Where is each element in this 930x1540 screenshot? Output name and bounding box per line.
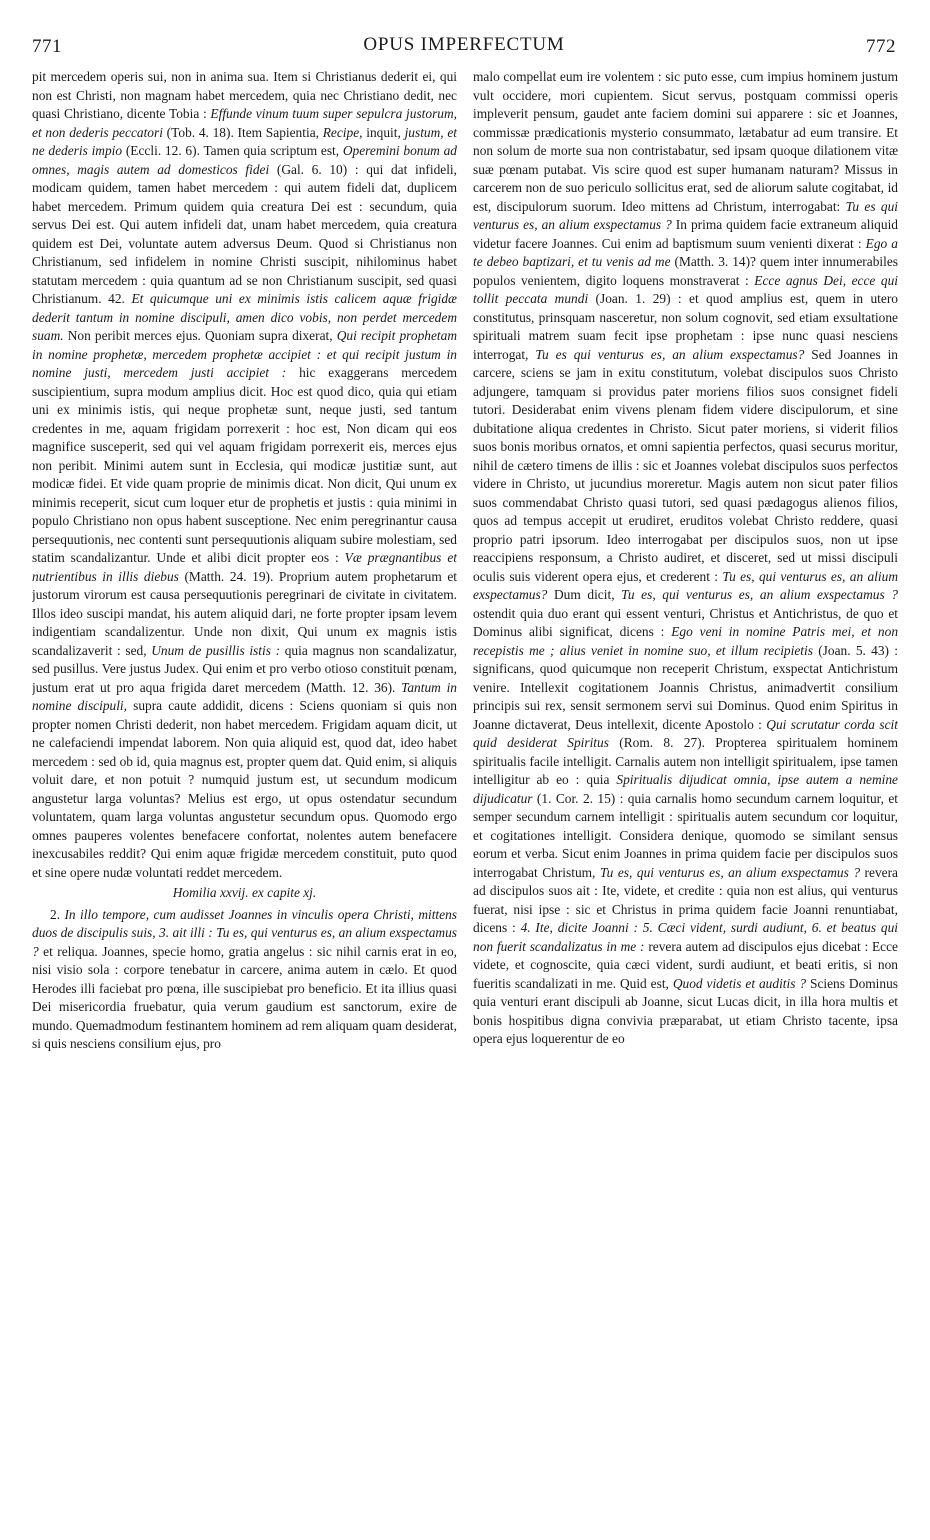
body-text: revera autem ad discipulos ejus dicebat : Ecce videte, et cognoscite, quia cæci vident, surdi audiunt, et beati eritis, si non fueritis scandalizati in me. Quid est, [473, 938, 898, 991]
scripture-quote: Recipe, [322, 124, 363, 140]
left-paragraph-1 [32, 68, 457, 882]
scripture-quote: justum, et ne dederis impio [32, 124, 457, 158]
body-text: (Joan. 1. 29) : et quod amplius est, quem in utero constitutus, prinsquam nasceretur, non solum cognovit, sed etiam exsultatione spirituali matrem suam fecit ipse prophetam : ipse nunc quasi nesciens interrogat, [473, 291, 898, 362]
body-text: et reliqua. Joannes, specie homo, gratia angelus : sic nihil carnis erat in eo, nisi visio sola : corpore tenebatur in carcere, anima autem in cælo. Et quod Herodes illi faciebat pro pœna, ille suscipiebat pro beneficio. Et ita illius quasi Dei misericordia fruebatur, quia verum gaudium est sanctorum, exire de mundo. Quemadmodum festinantem hominem ad rem aliquam quam desiderat, si quis nesciens consilium ejus, pro [32, 943, 457, 1051]
running-title: OPUS IMPERFECTUM [363, 34, 565, 55]
scripture-quote: Effunde vinum tuum super sepulcra justorum, et non dederis peccatori [32, 106, 457, 140]
scripture-quote: Qui recipit prophetam in nomine prophetæ, mercedem prophetæ accipiet : et qui recipit justum in nomine justi, mercedem justi accipiet : [32, 328, 457, 380]
right-column-number: 772 [866, 36, 896, 57]
body-text: Non peribit merces ejus. Quoniam supra dixerat, [63, 328, 337, 343]
body-text: In prima quidem facie extraneum aliquid videtur facere Joannes. Cui enim ad baptismum suum venienti dixerat : [473, 217, 898, 251]
left-column-number: 771 [32, 36, 62, 57]
body-text: ostendit quia duo erant qui essent venturi, Christus et Antichristus, de quo et Dominus alibi significat, dicens : [473, 605, 898, 639]
scripture-quote: Et quicumque uni ex minimis istis calicem aquæ frigidæ dederit tantum in nomine discipuli, amen dico vobis, non perdet mercedem suam. [32, 291, 457, 343]
scripture-quote: Tu es, qui venturus es, an alium exspectamus ? [599, 864, 861, 880]
body-text: (Gal. 6. 10) : qui dat infideli, modicam quidem, tamen habet mercedem : qui autem fideli dat, duplicem habet mercedem. Primum quidem quia creatura Dei est : secundum, quia servus Dei est. Qui autem infideli dat, unam habet mercedem, quia creatura quidem est Dei, voluntate autem adversus Deum. Quod si Christianus non Christianum, sed infidelem in nomine Christi suscipit, nihilominus habet statutam mercedem : quia quantum ad se non Christianum suscipit, sed quasi Christianum. 42. [32, 161, 457, 306]
body-text: Dum dicit, [547, 587, 622, 602]
body-text: supra caute addidit, dicens : Sciens quoniam si quis non propter nomen Christi dederit, non habet mercedem. Frigidam aquam dicit, ut ne calefaciendi impendat laborem. Non quia aliquid est, quod dat, ideo habet mercedem : sed ob id, quia magnus est, propter quem dat. Quid enim, si aliquis voluit dare, et non potuit ? numquid justum est, ut secundum modicum angustetur larga voluntas? Melius est ergo, ut opus ostendatur secundum voluntatem, quam larga voluntas angustetur secundum opus. Quomodo ergo omnes pauperes volentes benefacere confortat, nolentes autem benefacere inexcusabiles reddit? Qui enim aquæ frigidæ mercedem constituit, puto quod et sine opere nudæ voluntati reddet mercedem. [32, 698, 457, 880]
scripture-quote: In illo tempore, cum audisset Joannes in vinculis opera Christi, mittens duos de discipulis suis, 3. ait illi : Tu es, qui venturus es, an alium exspectamus ? [32, 906, 457, 959]
scripture-quote: Quod videtis et auditis ? [672, 975, 807, 991]
scripture-quote: Ecce agnus Dei, ecce qui tollit peccata mundi [473, 272, 898, 306]
body-text: (Rom. 8. 27). Propterea spiritualem hominem spiritualis facile intelligit. Carnalis autem non intelligit spiritualem, ipse tamen intelligitur ab eo : quia [473, 735, 898, 787]
homily-heading: Homilia xxvij. ex capite xj. [172, 885, 317, 900]
right-text-column [473, 68, 898, 1488]
left-text-column [32, 68, 457, 1488]
right-paragraph-1 [473, 68, 898, 1049]
scripture-quote: Tu es qui venturus es, an alium exspectamus ? [473, 198, 898, 232]
scripture-quote: Ego a te debeo baptizari, et tu venis ad me [473, 235, 898, 269]
scripture-quote: Væ prægnantibus et nutrientibus in illis diebus [32, 550, 457, 584]
body-text: (Tob. 4. 18). Item Sapientia, [162, 124, 323, 140]
body-text: quia magnus non scandalizatur, sed pusillus. Vere justus Judex. Qui enim et pro verbo otioso constituit pœnam, justum erat ut pro aqua frigida daret mercedem (Matth. 12. 36). [32, 642, 457, 695]
left-paragraph-2 [32, 906, 457, 1054]
page-header [32, 36, 896, 62]
body-text: malo compellat eum ire volentem : sic puto esse, cum impius hominem justum vult occidere, mori cupientem. Sicut servus, postquam commissi operis impleverit pensum, gaudet ante faciem domini sui apparere : sic et Joannes, commissæ prædicationis mysterio consummato, lætabatur ad eum transire. Et non solum de morte sua non contristabatur, sed ipsam quoque dilationem vitæ suæ pœnam putabat. Vis scire quod est super humanam naturam? Missus in carcerem non de suo periculo sollicitus erat, sed de aliorum salute cogitabat, id est, discipulorum suorum. Ideo mittens ad Christum, interrogabat: [473, 69, 898, 214]
body-text: (Matth. 24. 19). Proprium autem prophetarum et justorum virorum est causa persequutionis peregrinari de civitate in civitatem. Illos ideo suscipi mandat, his autem aliquid dari, ne forte propter ipsam levem indigentiam scandalizentur. Unde non dixit, Qui unum ex magnis istis scandalizaverit : sed, [32, 568, 457, 658]
scripture-quote: Ego veni in nomine Patris mei, et non recepistis me ; alius veniet in nomine suo, et illum recipietis [473, 624, 898, 658]
scripture-quote: Tu es, qui venturus es, an alium exspectamus ? [621, 587, 898, 602]
scripture-quote: Operemini bonum ad omnes, magis autem ad domesticos fidei [32, 143, 457, 177]
scripture-quote: Tu es qui venturus es, an alium exspectamus? [535, 346, 805, 362]
scripture-quote: Qui scrutatur corda scit quid desiderat Spiritus [473, 716, 898, 750]
scripture-quote: Spiritualis dijudicat omnia, ipse autem a nemine dijudicatur [473, 772, 898, 806]
body-text: Sed Joannes in carcere, sciens se jam in exitu constitutum, volebat discipulos suos Christo adjungere, tamquam si providus pater moriens filios suos consignet fideli tutori. Desiderabat enim vivens plenam fidem videre discipulorum, et sine dubitatione aliqua credentes in Christo. Sicut pater moriens, si viderit filios suos bonis moribus ornatos, et omni sapientia perfectos, quasi securus moritur, nihil de cætero timens de illis : sic et Joannes volebat discipulos suos perfectos videre in Christo, ut jucundius moreretur. Magis autem non sicut pater filios suos commendabat Christo quasi tutori, sed quasi pædagogus alienos filios, quos ad tempus accepit ut erudiret, eruditos volebat Christo reddere, quasi proprio patri ipsorum. Ideo interrogabat per discipulos suos, non ut ipse reaccipiens responsum, a Christo audiret, et disceret, sed ut missi discipuli oculis suis viderent opera ejus, et crederent : [473, 346, 898, 584]
body-text: Sciens Dominus quia venturi erant discipuli ab Joanne, sicut Lucas dicit, in illa hora multis et bonis hospitibus digna convivia præparabat, ut etiam Christo tacente, ipsa opera ejus loquerentur de eo [473, 975, 898, 1046]
verse-number: 2. [50, 906, 65, 922]
body-text: pit mercedem operis sui, non in anima sua. Item si Christianus dederit ei, qui non est Christi, non magnam habet mercedem, quia nec Christiano dedit, nec quasi Christiano, dicente Tobia : [32, 69, 457, 121]
body-text: (Joan. 5. 43) : significans, quod quicumque non receperit Christum, exspectat Antichristum venire. Intellexit cogitationem Joannis Christus, animadvertit consilium principis sui rex, sensit sermonem servi sui Dominus. Quod enim Spiritus in Joanne dictaverat, Deus intellexit, dicente Apostolo : [473, 642, 898, 732]
scripture-quote: Unum de pusillis istis : [151, 642, 281, 658]
body-text: (1. Cor. 2. 15) : quia carnalis homo secundum carnem loquitur, et semper secundum carnem intelligit : spiritualis autem secundum cor loquitur, et cogitationes intelligit. Considera denique, quomodo se similant sensus eorum et verba. Sicut enim Joannes in prima quidem facie per discipulos suos interrogabat Christum, [473, 790, 898, 880]
body-text: hic exaggerans mercedem suscipientium, supra modum amplius dicit. Hoc est quod dico, quia qui etiam uni ex minimis istis, qui neque prophetæ sunt, neque justi, sed tantum credentes in me, aquam frigidam porrexerit : hoc est, Non dicam qui eos magnifice susceperit, sed qui vel aquam frigidam porrexerit eis, merces ejus non peribit. Minimi autem sunt in Ecclesia, qui modicæ justitiæ sunt, aut modicæ fidei. Et vide quam proprie de minimis dicat. Non dicit, Qui unum ex minimis receperit, sicut cum loquer etur de prophetis et justis : quia minimi in populo Christiano non opus habent susceptione. Nec enim peregrinantur causa persequutionis, nec contenti sunt persequutionis aliquam subire molestiam, sed statim scandalizantur. Unde et alibi dicit propter eos : [32, 365, 457, 565]
body-text: (Eccli. 12. 6). Tamen quia scriptum est, [122, 143, 343, 158]
scripture-quote: 4. Ite, dicite Joanni : 5. Cæci vident, surdi audiunt, 6. et beatus qui non fuerit scandalizatus in me : [473, 920, 898, 954]
body-text: revera ad discipulos suos ait : Ite, videte, et credite : quia non est alius, qui venturus fuerat, nisi ipse : sic et Christus in prima quidem facie Joanni renuntiabat, dicens : [473, 864, 898, 935]
body-text: (Matth. 3. 14)? quem inter innumerabiles populos venientem, digito loquens monstraverat : [473, 254, 898, 288]
scripture-quote: Tantum in nomine discipuli, [32, 679, 457, 713]
body-text: inquit, [362, 124, 405, 140]
scripture-quote: Tu es, qui venturus es, an alium exspectamus? [473, 568, 898, 602]
